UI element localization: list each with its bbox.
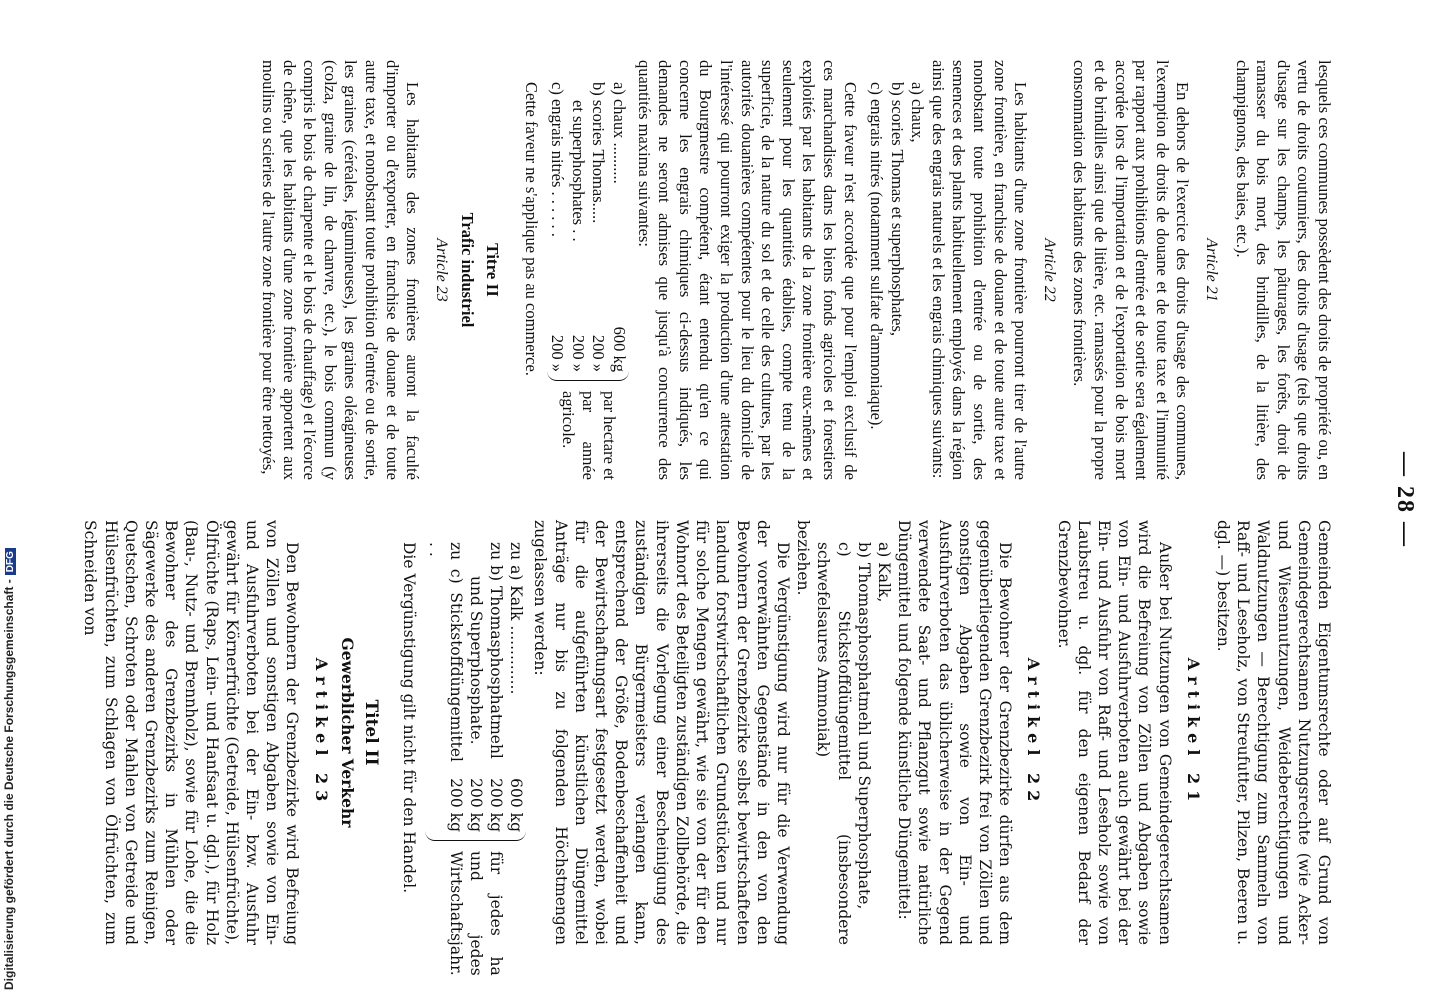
german-qty-amount: 600 kg: [507, 778, 526, 832]
french-article-21-title: Article 21: [1203, 238, 1221, 302]
german-article-23-text: Den Bewohnern der Grenzbezirke wird Befreiung von Zöllen und sonstigen Abgaben sowie von Ein- und Ausfuhrverboten bei der Ein- bzw. Ausfuhr gewährt für Körnerfrüchte (Getreide, Hülsenfrüchte), Ölfrüchte (Raps, Lein- und Hanfsaat u. dgl.), für Holz (Bau-, Nutz- und Brennholz), sowie für Lohe, die die Bewohner des Grenzbezirks in Mühlen oder Sägewerke des anderen Grenzbezirks zum Reinigen, Quetschen, Schroten oder Mahlen von Getreide und Hülsenfrüchten, zum Schlagen von Ölfrüchten, zum Schneiden von: [81, 520, 302, 945]
french-qty-amount: 200 »: [548, 334, 568, 372]
french-titre-2-subtitle: Trafic industriel: [458, 212, 478, 328]
french-article-23-text: Les habitants des zones frontières auront la faculté d'importer ou d'exporter, en franchise de douane et de toute autre taxe, et nonobstant toute prohibition d'entrée ou de sortie, les graines (céréales, légumineuses), les graines oléagineuses (colza, graine de lin, de chanvre, etc.), le bois commun (y compris le bois de charpente et le bois de chauffage) et l'écorce de chêne, que les habitants d'une zone frontière apportent aux moulins ou scieries de l'autre zone frontière pour être nettoyés,: [259, 60, 423, 480]
french-item-a: a) chaux,: [908, 82, 928, 143]
german-article-22-text3: Die Vergünstigung gilt nicht für den Handel.: [400, 542, 419, 894]
german-qty-note: für jedes ha und jedes Wirtschaftsjahr.: [446, 851, 506, 976]
german-article-23-title: Artikel 23: [311, 657, 331, 808]
german-qty-label: zu b) Thomasphosphatmehl: [487, 542, 506, 759]
french-article-22-title: Article 22: [1040, 238, 1058, 302]
german-article-22-text: Die Bewohner der Grenzbezirke dürfen aus dem gegenüberliegenden Grenzbezirk frei von Zöllen und sonstigen Abgaben sowie von Ein- und Ausfuhrverboten das üblicherweise in der Gegend verwendete Saat- und Pflanzgut sowie natürliche Düngemittel und folgende künstliche Düngemittel:: [895, 520, 1015, 945]
german-qty-amount: 200 kg: [487, 778, 506, 832]
french-qty-amount: 200 »: [589, 334, 609, 372]
french-item-c: c) engrais nitrés (notamment sulfate d'ammoniaque).: [867, 82, 887, 430]
french-article-22-text3: Cette faveur ne s'applique pas au commerce.: [521, 82, 541, 376]
german-qty-row: [486, 520, 506, 840]
german-article-22-title: Artikel 22: [1024, 657, 1044, 808]
french-qty-row: [588, 60, 609, 380]
french-qty-label: c) engrais nitrés . . . . . .: [548, 82, 568, 237]
french-qty-row: [547, 60, 568, 380]
german-qty-row: [425, 520, 465, 840]
dfg-logo: DFG: [5, 548, 16, 575]
german-article-22-end: beziehen.: [794, 520, 813, 596]
german-article-21-title: Artikel 21: [1183, 657, 1203, 808]
french-intro: lesquels ces communes possèdent des droits de propriété ou, en vertu de droits coutumiers, des droits d'usage (tels que droits d'usage sur les champs, les pâturages, les forêts, droit de ramasser du bois mort, des brindilles, de la litière, des champignons, des baies, etc.).: [1232, 60, 1334, 480]
french-qty-note: par hectare et par année agricole.: [558, 391, 619, 480]
french-article-22-text: Les habitants d'une zone frontière pourront tirer de l'autre zone frontière, en franchise de douane et de toute autre taxe et nonobstant toute prohibition d'entrée ou de sortie, des semences et des plants habituellement employés dans la région ainsi que des engrais naturels et les engrais chimiques suivants:: [928, 60, 1031, 480]
french-article-22-text2: Cette faveur n'est accordée que pour l'emploi exclusif de ces marchandises dans les biens fonds agricoles et forestiers exploités par les habitants de la zone frontière eux-mêmes et seulement pour les quantités établies, compte tenu de la superficie, de la nature du sol et de celle des cultures, par les autorités douanières compétentes pour le lieu du domicile de l'intéressé qui pourront exiger la production d'une attestation du Bourgmestre compétent, étant entendu qu'en ce qui concerne les engrais chimiques ci-dessus indiqués, les demandes ne seront admises que jusqu'à concurrence des quantités maxima suivantes:: [634, 60, 860, 480]
french-article-21-text: En dehors de l'exercice des droits d'usage des communes, l'exemption de droits de douane et de toute taxe et l'immunité par rapport aux prohibitions d'entrée et de sortie sera également accordée lors de l'importation et de l'exportation de bois mort et de brindilles ainsi que de litière, etc. ramassés pour la propre consommation des habitants des zones frontières.: [1070, 60, 1193, 480]
german-qty-label: zu c) Stickstoffdüngemittel . .: [426, 542, 465, 762]
german-qty-label: und Superphosphate.: [466, 576, 485, 745]
german-column: [80, 520, 1334, 976]
german-intro: Gemeinden Eigentumsrechte oder auf Grund von Gemeindegerechtsamen Nutzungsrechte (wie Acker- und Wiesennutzungen, Weideberechtigungen und Waldnutzungen — Berechtigung zum Sammeln von Raff- und Leseholz, von Streufutter, Pilzen, Beeren u. dgl. —) besitzen.: [1213, 520, 1333, 945]
french-qty-row: [608, 60, 629, 380]
french-item-b: b) scories Thomas et superphosphates,: [887, 82, 907, 337]
german-qty-label: zu a) Kalk ..............: [507, 542, 526, 695]
french-qty-amount: 200 »: [568, 334, 588, 372]
german-item-b: b) Thomasphosphatmehl und Superphosphate,: [854, 542, 873, 910]
french-qty-amount: 600 kg: [610, 326, 629, 372]
german-item-a: a) Kalk,: [874, 542, 893, 603]
german-titel-2-subtitle: Gewerblicher Verkehr: [337, 637, 357, 828]
german-item-c: c) Stickstoffdüngemittel (insbesondere schwefelsaures Ammoniak): [814, 542, 853, 945]
french-qty-row: [567, 60, 588, 380]
german-titel-2: Titel II: [361, 699, 382, 766]
french-column: [258, 60, 1335, 480]
french-quantities: [547, 60, 629, 480]
credit-text: Digitalisierung gefördert durch die Deutsche Forschungsgemeinschaft -: [2, 579, 16, 990]
digitization-credit: [0, 0, 24, 1000]
french-article-23-title: Article 23: [432, 238, 450, 302]
french-qty-label: b) scories Thomas.....: [589, 82, 609, 224]
german-qty-amount: 200 kg: [446, 778, 465, 832]
german-quantities: [425, 520, 526, 976]
german-article-22-text2: Die Vergünstigung wird nur für die Verwendung der vorerwähnten Gegenstände in den von den Bewohnern der Grenzbezirke selbst bewirtschafteten landund forstwirtschaftlichen Grundstücken und nur für solche Mengen gewährt, wie sie von der für den Wohnort des Beteiligten zuständigen Zollbehörde, die ihrerseits die Vorlegung einer Bescheinigung des zuständigen Bürgermeisters verlangen kann, entsprechend der Größe, Bodenbeschaffenheit und der Bewirtschaftungsart festgesetzt werden, wobei für die aufgeführten künstlichen Düngemittel Anträge nur bis zu folgenden Höchstmengen zugelassen werden:: [531, 520, 792, 945]
german-qty-amount: 200 kg: [466, 778, 485, 832]
french-titre-2: Titre II: [483, 243, 503, 297]
french-qty-label: et superphosphates . .: [568, 100, 588, 242]
german-qty-row: [466, 520, 486, 840]
french-qty-label: a) chaux ..........: [610, 82, 629, 184]
german-qty-row: [506, 520, 526, 840]
german-article-21-text: Außer bei Nutzungen von Gemeindegerechtsamen wird die Befreiung von Zöllen und Abgaben sowie von Ein- und Ausfuhrverboten auch gewährt bei der Ein- und Ausfuhr von Raff- und Leseholz sowie von Laubstreu u. dgl. für den eigenen Bedarf der Grenzbewohner.: [1054, 520, 1174, 945]
page-number: — 28 —: [1392, 452, 1418, 548]
